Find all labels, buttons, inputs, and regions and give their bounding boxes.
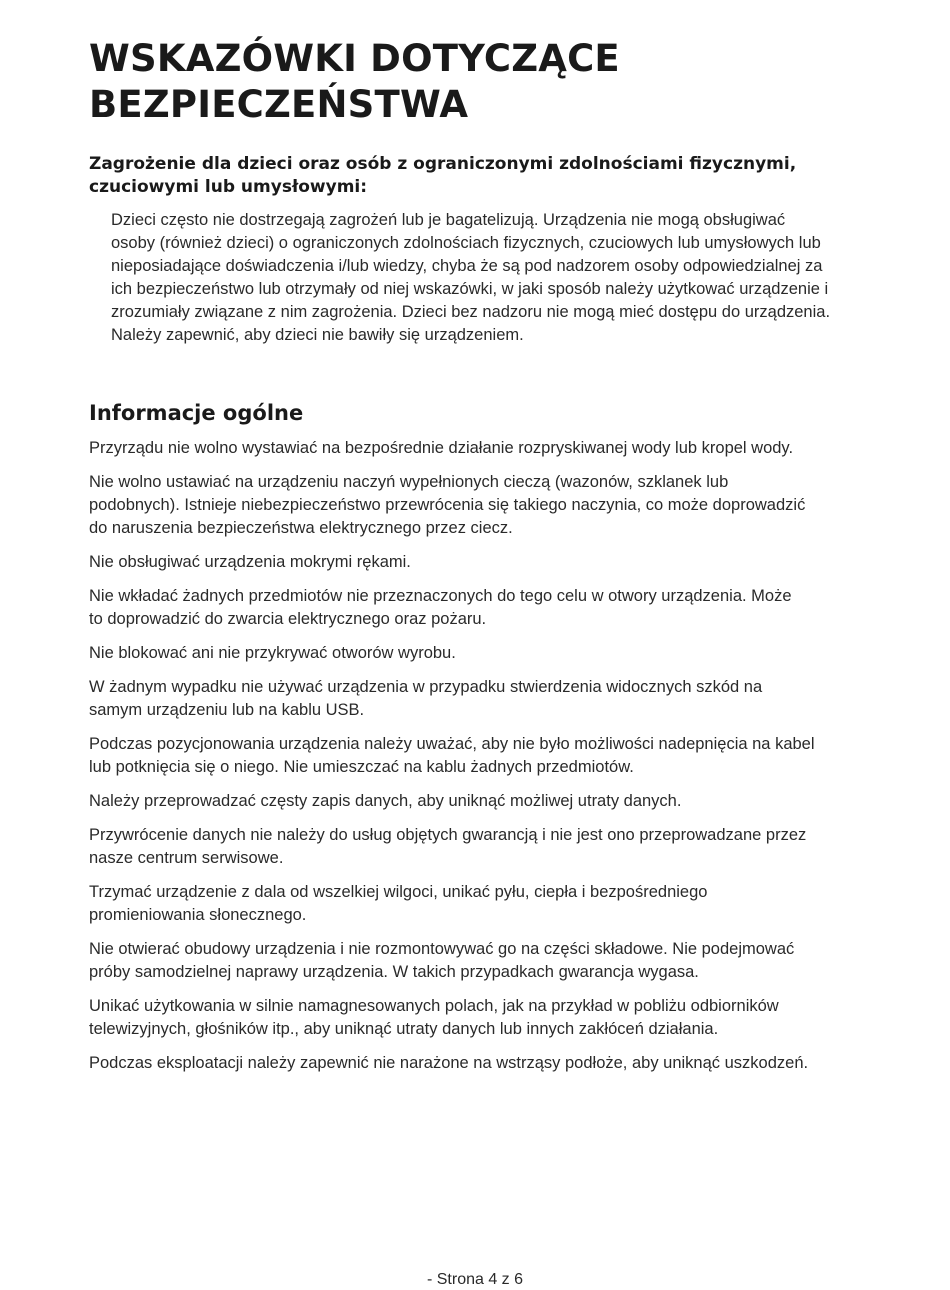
list-item-line: Nie wolno ustawiać na urządzeniu naczyń wypełnionych cieczą (wazonów, szklanek lub (89, 473, 729, 491)
list-item (89, 790, 879, 813)
list-item-line: podobnych). Istnieje niebezpieczeństwo przewrócenia się takiego naczynia, co może doprowadzić (89, 496, 806, 514)
list-item (89, 551, 879, 574)
list-item-line: Nie otwierać obudowy urządzenia i nie rozmontowywać go na części składowe. Nie podejmować (89, 940, 795, 958)
list-item-line: Nie blokować ani nie przykrywać otworów wyrobu. (89, 644, 456, 662)
general-info-heading: Informacje ogólne (89, 401, 304, 425)
list-item-line: nasze centrum serwisowe. (89, 849, 284, 867)
list-item (89, 642, 879, 665)
page-number: - Strona 4 z 6 (426, 1271, 524, 1288)
list-item-line: Przywrócenie danych nie należy do usług objętych gwarancją i nie jest ono przeprowadzane przez (89, 826, 807, 844)
paragraph-line: nieposiadające doświadczenia i/lub wiedzy, chyba że są pod nadzorem osoby odpowiedzialnej za (111, 257, 823, 275)
hazard-heading (89, 153, 879, 199)
paragraph-line: ich bezpieczeństwo lub otrzymały od niej wskazówki, w jaki sposób należy użytkować urządzenie i (111, 280, 829, 298)
hazard-paragraph (89, 209, 879, 347)
list-item (89, 676, 879, 722)
list-item-line: W żadnym wypadku nie używać urządzenia w przypadku stwierdzenia widocznych szkód na (89, 678, 763, 696)
page-title (89, 36, 879, 128)
list-item-line: Trzymać urządzenie z dala od wszelkiej wilgoci, unikać pyłu, ciepła i bezpośredniego (89, 883, 708, 901)
list-item (89, 585, 879, 631)
list-item (89, 471, 879, 540)
list-item-line: telewizyjnych, głośników itp., aby uniknąć utraty danych lub innych zakłóceń działania. (89, 1020, 719, 1038)
list-item-line: Podczas pozycjonowania urządzenia należy uważać, aby nie było możliwości nadepnięcia na kabel (89, 735, 815, 753)
list-item (89, 733, 879, 779)
paragraph-line: zrozumiały związane z nim zagrożenia. Dzieci bez nadzoru nie mogą mieć dostępu do urządzenia. (111, 303, 831, 321)
list-item-line: Należy przeprowadzać częsty zapis danych, aby uniknąć możliwej utraty danych. (89, 792, 682, 810)
title-line: BEZPIECZEŃSTWA (89, 83, 469, 126)
list-item-line: to doprowadzić do zwarcia elektrycznego oraz pożaru. (89, 610, 487, 628)
list-item (89, 995, 879, 1041)
hazard-heading-line: czuciowymi lub umysłowymi: (89, 177, 368, 197)
paragraph-line: Dzieci często nie dostrzegają zagrożeń lub je bagatelizują. Urządzenia nie mogą obsługiwać (111, 211, 786, 229)
list-item-line: lub potknięcia się o niego. Nie umieszczać na kablu żadnych przedmiotów. (89, 758, 634, 776)
general-info-list (89, 437, 879, 1075)
paragraph-line: osoby (również dzieci) o ograniczonych zdolnościach fizycznych, czuciowych lub umysłowych lub (111, 234, 821, 252)
list-item-line: promieniowania słonecznego. (89, 906, 307, 924)
paragraph-line: Należy zapewnić, aby dzieci nie bawiły się urządzeniem. (111, 326, 524, 344)
list-item-line: Podczas eksploatacji należy zapewnić nie narażone na wstrząsy podłoże, aby uniknąć uszkodzeń. (89, 1054, 809, 1072)
list-item-line: samym urządzeniu lub na kablu USB. (89, 701, 365, 719)
list-item (89, 1052, 879, 1075)
list-item-line: Nie wkładać żadnych przedmiotów nie przeznaczonych do tego celu w otwory urządzenia. Może (89, 587, 792, 605)
list-item (89, 881, 879, 927)
list-item (89, 938, 879, 984)
list-item-line: do naruszenia bezpieczeństwa elektrycznego przez ciecz. (89, 519, 513, 537)
list-item-line: próby samodzielnej naprawy urządzenia. W takich przypadkach gwarancja wygasa. (89, 963, 699, 981)
document-page (89, 36, 879, 1086)
list-item-line: Nie obsługiwać urządzenia mokrymi rękami. (89, 553, 411, 571)
hazard-heading-line: Zagrożenie dla dzieci oraz osób z ograniczonymi zdolnościami fizycznymi, (89, 154, 797, 174)
list-item (89, 824, 879, 870)
list-item-line: Przyrządu nie wolno wystawiać na bezpośrednie działanie rozpryskiwanej wody lub kropel wody. (89, 439, 794, 457)
list-item-line: Unikać użytkowania w silnie namagnesowanych polach, jak na przykład w pobliżu odbiorników (89, 997, 779, 1015)
list-item (89, 437, 879, 460)
title-line: WSKAZÓWKI DOTYCZĄCE (89, 37, 620, 80)
